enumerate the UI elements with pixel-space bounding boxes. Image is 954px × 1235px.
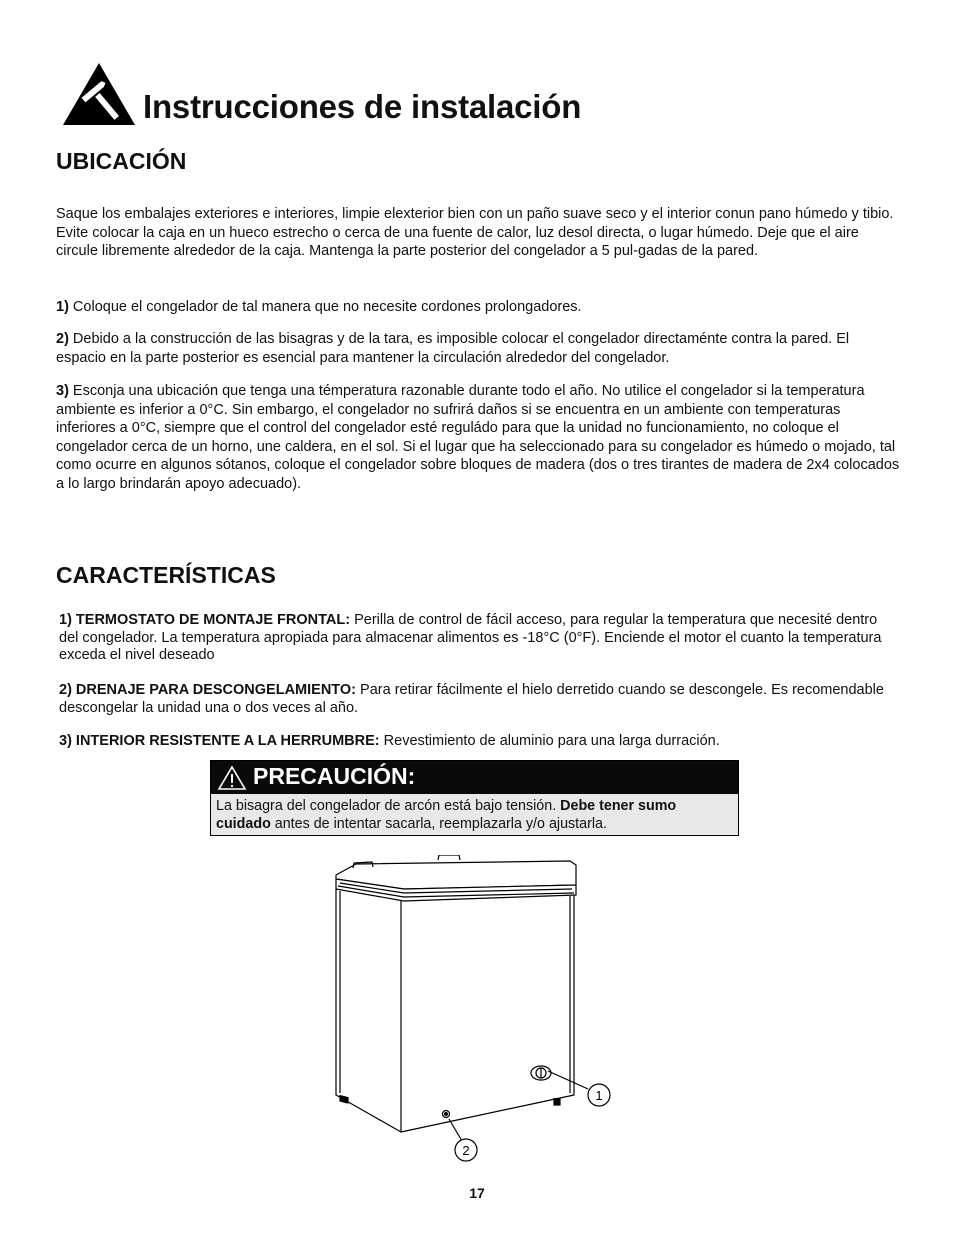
feature-text: Perilla de control de fácil acceso, para regular la temperatura que necesité dentro del congelador. La temperatura apropiada para almacenar alimentos es -18°C (0°F). Enciende el motor el cuanto la temperatura exceda el nivel deseado [59,612,882,663]
caution-text-part1: La bisagra del congelador de arcón está bajo tensión. [216,798,561,814]
caution-text [211,794,738,835]
location-item-1 [56,298,896,317]
caution-text-bold: Debe tener sumo cuidado [216,798,677,832]
caution-header [211,761,738,794]
item-text: Esconja una ubicación que tenga una témperatura razonable durante todo el año. No utilice el congelador si la temperatura ambiente es inferior a 0°C. Sin embargo, el congelador no sufrirá daños si se encuentra en un ambiente con temperaturas inferiores a 0°C, siempre que el control del congelador esté reguládo para que la unidad no funcionamiento, no coloque el congelador cerca de un horno, une caldera, en el sol. Si el lugar que ha seleccionado para su congelador es húmedo o mojado, tal como ocurre en algunos sótanos, coloque el congelador sobre bloques de madera (dos o tres tirantes de madera de 2x4 colocados a lo largo brindarán apoyo adecuado). [56,383,900,492]
item-number: 2) [56,331,69,347]
feature-item-3 [59,733,899,751]
page-title: Instrucciones de instalación [143,88,582,125]
item-text: Coloque el congelador de tal manera que no necesite cordones prolongadores. [68,299,582,315]
feature-label: 1) TERMOSTATO DE MONTAJE FRONTAL: [59,612,351,628]
item-number: 3) [56,383,69,399]
caution-box [210,760,739,836]
intro-paragraph: Saque los embalajes exteriores e interiores, limpie elexterior bien con un paño suave seco y el interior conun pano húmedo y tibio. Evite colocar la caja en un hueco estrecho o cerca de una fuente de calor, luz desol directa, o lugar húmedo. Deje que el aire circule libremente alrededor de la caja. Mantenga la parte posterior del congelador a 5 pul-gadas de la pared. [56,206,894,259]
feature-label: 2) DRENAJE PARA DESCONGELAMIENTO: [59,682,357,698]
feature-text: Revestimiento de aluminio para una larga durración. [379,733,720,749]
location-item-2 [56,330,896,367]
hammer-warning-icon [62,62,136,126]
feature-item-2 [59,682,899,717]
section-heading-caracteristicas: CARACTERÍSTICAS [56,562,276,588]
section-heading-ubicacion: UBICACIÓN [56,148,187,174]
caution-title: PRECAUCIÓN: [253,763,416,789]
caution-text-part2: antes de intentar sacarla, reemplazarla y/o ajustarla. [270,815,607,832]
feature-text: Para retirar fácilmente el hielo derretido cuando se descongele. Es recomendable descongelar la unidad una o dos veces al año. [59,682,884,716]
callout-1-label: 1 [595,1088,603,1103]
warning-triangle-icon [217,765,247,791]
chest-freezer-illustration [326,855,626,1165]
page-number: 17 [469,1185,485,1201]
feature-label: 3) INTERIOR RESISTENTE A LA HERRUMBRE: [59,733,380,749]
callout-2-label: 2 [462,1143,470,1158]
location-item-3 [56,382,901,493]
item-text: Debido a la construcción de las bisagras y de la tara, es imposible colocar el congelador directaménte contra la pared. El espacio en la parte posterior es esencial para mantener la circulación alrededor del congelador. [56,331,850,366]
feature-item-1 [59,612,899,665]
item-number: 1) [56,299,69,315]
